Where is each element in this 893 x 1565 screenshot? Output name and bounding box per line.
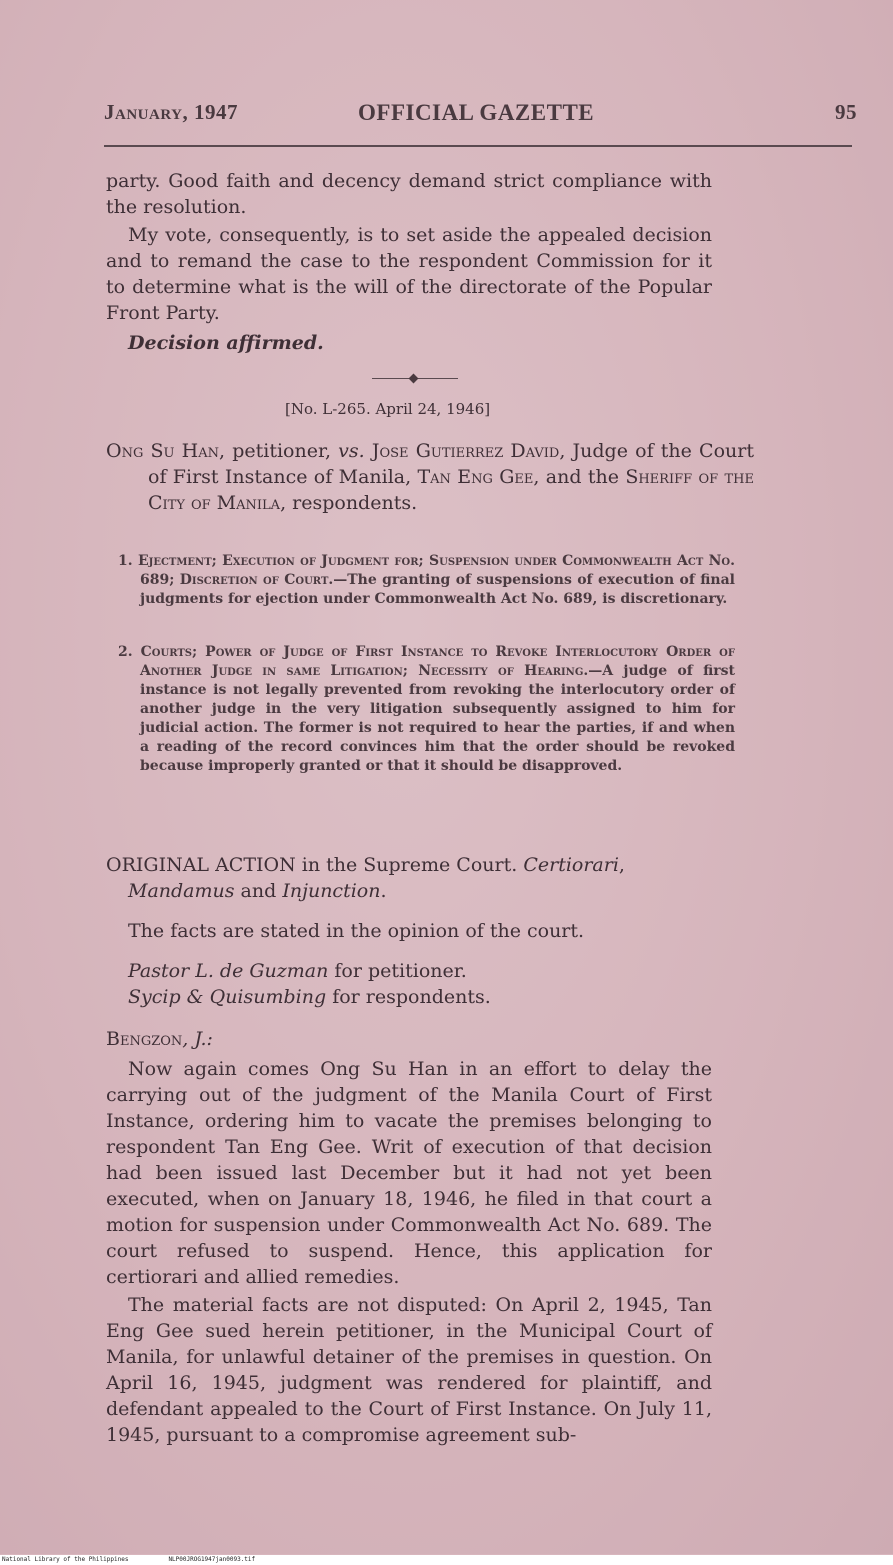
counsel-line: Sycip & Quisumbing for respondents. (128, 986, 491, 1008)
paragraph-party: party. Good faith and decency demand strict compliance with the resolution. (106, 170, 712, 218)
opinion-paragraph: Now again comes Ong Su Han in an effort to delay the carrying out of the judgment of the Manila Court of First Instance, ordering him to vacate the premises belonging to respondent Tan Eng Gee. Writ of execution of that decision had been issued last December but it had not yet been executed, when on January 18, 1946, he filed in that court a motion for suspension under Commonwealth Act No. 689. The court refused to suspend. Hence, this application for certiorari and allied remedies. (106, 1058, 712, 1288)
respondent-tan: Tan Eng Gee (417, 466, 534, 488)
header-date: January, 1947 (104, 100, 238, 124)
syllabus-item: 2. Courts; Power of Judge of First Instance to Revoke Interlocutory Order of Another Judge in same Litigation; Necessity of Hearing.—A judge of first instance is not legally prevented from revoking the interlocutory order of another judge in the very litigation subsequently assigned to him for judicial action. The former is not required to hear the parties, if and when a reading of the record convinces him that the order should be revoked because improperly granted or that it should be disapproved. (118, 644, 735, 774)
opinion-paragraph: The material facts are not disputed: On April 2, 1945, Tan Eng Gee sued herein petitioner, in the Municipal Court of Manila, for unlawful detainer of the premises in question. On April 16, 1945, judgment was rendered for plaintiff, and defendant appealed to the Court of First Instance. On July 11, 1945, pursuant to a compromise agreement sub- (106, 1294, 712, 1446)
case-caption: Ong Su Han, petitioner, vs. Jose Gutierrez David, Judge of the Court of First Instance of Manila, Tan Eng Gee, and the Sheriff of the City of Manila, respondents. (106, 440, 754, 514)
respondent-sheriff: Sheriff of the City of Manila (148, 466, 754, 514)
petitioner-name: Ong Su Han (106, 440, 219, 462)
syllabus-heading: Courts; Power of Judge of First Instance to Revoke Interlocutory Order of Another Judge in same Litigation; Necessity of Hearing. (140, 644, 735, 679)
facts-statement: The facts are stated in the opinion of the court. (128, 920, 585, 942)
header-title: OFFICIAL GAZETTE (358, 100, 595, 125)
scan-filename: NLP00JROG1947jan0093.tif (168, 1556, 256, 1563)
opinion-author: Bengzon, J.: (106, 1028, 213, 1050)
syllabus-item: 1. Ejectment; Execution of Judgment for; Suspension under Commonwealth Act No. 689; Discretion of Court.—The granting of suspensions of execution of final judgments for ejection under Commonwealth Act No. 689, is discretionary. (118, 553, 735, 607)
scan-footer (0, 1555, 893, 1565)
disposition: Decision affirmed. (128, 332, 324, 354)
docket-number: [No. L-265. April 24, 1946] (285, 400, 491, 418)
counsel-line: Pastor L. de Guzman for petitioner. (128, 960, 467, 982)
counsel-name: Sycip & Quisumbing (128, 986, 327, 1008)
library-credit: National Library of the Philippines (2, 1556, 129, 1563)
original-action: ORIGINAL ACTION in the Supreme Court. Certiorari, Mandamus and Injunction. (106, 854, 625, 902)
paragraph-vote: My vote, consequently, is to set aside the appealed decision and to remand the case to the respondent Commission for it to determine what is the will of the directorate of the Popular Front Party. (106, 224, 712, 324)
header-rule (104, 145, 852, 147)
counsel-name: Pastor L. de Guzman (128, 960, 329, 982)
section-divider (372, 374, 458, 384)
syllabus-heading: Ejectment; Execution of Judgment for; Suspension under Commonwealth Act No. 689; Discretion of Court. (137, 553, 735, 588)
respondent-judge: Jose Gutierrez David (371, 440, 560, 462)
page-number: 95 (835, 100, 857, 124)
